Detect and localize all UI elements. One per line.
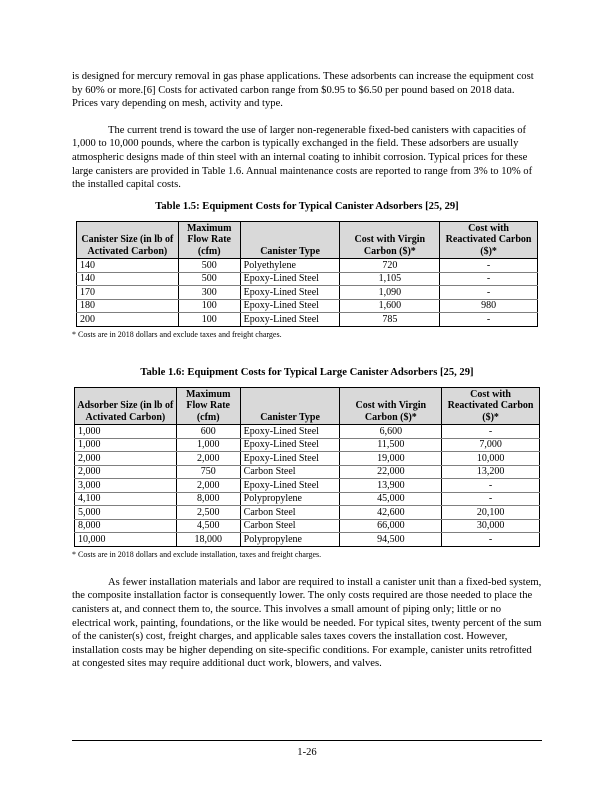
table-cell: 785 xyxy=(340,313,440,327)
table-cell: Epoxy-Lined Steel xyxy=(240,452,340,466)
table-cell: 2,000 xyxy=(176,479,240,493)
table-row xyxy=(77,272,538,286)
table-cell: 200 xyxy=(77,313,179,327)
table-cell: - xyxy=(440,272,538,286)
table-cell: 1,600 xyxy=(340,299,440,313)
table-cell: 94,500 xyxy=(340,533,442,547)
table-1-5-caption: Table 1.5: Equipment Costs for Typical Canister Adsorbers [25, 29] xyxy=(155,200,459,212)
table-cell: Epoxy-Lined Steel xyxy=(240,425,340,439)
column-header: Maximum Flow Rate (cfm) xyxy=(176,387,240,425)
column-header: Cost with Virgin Carbon ($)* xyxy=(340,387,442,425)
table-cell: 1,105 xyxy=(340,272,440,286)
table-cell: 600 xyxy=(176,425,240,439)
table-cell: 30,000 xyxy=(442,519,540,533)
table-cell: 4,100 xyxy=(75,492,177,506)
table-cell: - xyxy=(440,259,538,273)
table-cell: 6,600 xyxy=(340,425,442,439)
table-row xyxy=(75,425,540,439)
table-cell: 13,200 xyxy=(442,465,540,479)
table-cell: 2,000 xyxy=(176,452,240,466)
paragraph-canister-trend: The current trend is toward the use of larger non-regenerable fixed-bed canisters with capacities of 1,000 to 10,000 pounds, where the carbon is typically exchanged in the field. These adsorbers are usually atmospheric designs made of thin steel with an internal coating to inhibit corrosion. Typical prices for these large canisters are provided in Table 1.6. Annual maintenance costs are reported to range from 3% to 10% of the installed capital costs. xyxy=(72,124,533,191)
table-cell: 10,000 xyxy=(442,452,540,466)
table-row xyxy=(77,286,538,300)
page-number: 1-26 xyxy=(297,747,317,758)
table-row xyxy=(75,506,540,520)
table-cell: - xyxy=(440,286,538,300)
table-1-5 xyxy=(76,221,538,327)
table-cell: - xyxy=(440,313,538,327)
table-cell: 2,000 xyxy=(75,452,177,466)
table-cell: 20,100 xyxy=(442,506,540,520)
table-row xyxy=(75,452,540,466)
table-cell: 5,000 xyxy=(75,506,177,520)
table-cell: - xyxy=(442,425,540,439)
table-1-6-note: * Costs are in 2018 dollars and exclude installation, taxes and freight charges. xyxy=(72,549,322,559)
table-cell: 500 xyxy=(178,272,240,286)
table-row xyxy=(75,479,540,493)
table-cell: 1,000 xyxy=(75,425,177,439)
table-cell: 7,000 xyxy=(442,438,540,452)
column-header: Canister Size (in lb of Activated Carbon) xyxy=(77,221,179,259)
table-cell: Polypropylene xyxy=(240,492,340,506)
table-row xyxy=(75,438,540,452)
table-cell: 45,000 xyxy=(340,492,442,506)
column-header: Canister Type xyxy=(240,221,340,259)
table-cell: Carbon Steel xyxy=(240,519,340,533)
table-cell: 100 xyxy=(178,299,240,313)
table-cell: 1,090 xyxy=(340,286,440,300)
table-cell: 22,000 xyxy=(340,465,442,479)
table-cell: 140 xyxy=(77,272,179,286)
table-cell: 140 xyxy=(77,259,179,273)
table-cell: 300 xyxy=(178,286,240,300)
table-cell: 2,500 xyxy=(176,506,240,520)
paragraph-installation: As fewer installation materials and labor are required to install a canister unit than a fixed-bed system, the composite installation factor is consequently lower. The only costs required are those needed to place the canisters at, and connect them to, the source. This involves a small amount of piping only; little or no electrical work, painting, foundations, or the like would be needed. For typical sites, twenty percent of the sum of the canister(s) cost, freight charges, and applicable sales taxes covers the installation cost. However, installation costs may be higher depending on site-specific conditions. For example, canister units retrofitted at congested sites may require additional duct work, blowers, and valves. xyxy=(72,576,542,670)
table-cell: Epoxy-Lined Steel xyxy=(240,479,340,493)
table-1-5-note: * Costs are in 2018 dollars and exclude taxes and freight charges. xyxy=(72,329,282,339)
table-row xyxy=(75,519,540,533)
table-cell: 10,000 xyxy=(75,533,177,547)
table-1-6 xyxy=(74,387,540,547)
table-cell: 8,000 xyxy=(75,519,177,533)
table-cell: 42,600 xyxy=(340,506,442,520)
column-header: Cost with Virgin Carbon ($)* xyxy=(340,221,440,259)
table-row xyxy=(77,259,538,273)
table-cell: 18,000 xyxy=(176,533,240,547)
table-cell: 66,000 xyxy=(340,519,442,533)
table-row xyxy=(75,533,540,547)
table-cell: Epoxy-Lined Steel xyxy=(240,299,340,313)
table-row xyxy=(75,492,540,506)
table-row xyxy=(77,299,538,313)
table-cell: 980 xyxy=(440,299,538,313)
table-cell: - xyxy=(442,492,540,506)
table-cell: Carbon Steel xyxy=(240,465,340,479)
column-header: Adsorber Size (in lb of Activated Carbon) xyxy=(75,387,177,425)
table-cell: 19,000 xyxy=(340,452,442,466)
table-row xyxy=(77,313,538,327)
table-cell: 1,000 xyxy=(176,438,240,452)
table-cell: Epoxy-Lined Steel xyxy=(240,286,340,300)
table-cell: 2,000 xyxy=(75,465,177,479)
table-cell: 720 xyxy=(340,259,440,273)
table-cell: - xyxy=(442,479,540,493)
column-header: Canister Type xyxy=(240,387,340,425)
table-cell: Carbon Steel xyxy=(240,506,340,520)
table-cell: - xyxy=(442,533,540,547)
table-cell: Epoxy-Lined Steel xyxy=(240,272,340,286)
column-header: Maximum Flow Rate (cfm) xyxy=(178,221,240,259)
column-header: Cost with Reactivated Carbon ($)* xyxy=(442,387,540,425)
table-cell: 4,500 xyxy=(176,519,240,533)
column-header: Cost with Reactivated Carbon ($)* xyxy=(440,221,538,259)
table-cell: 100 xyxy=(178,313,240,327)
table-cell: 180 xyxy=(77,299,179,313)
table-cell: 750 xyxy=(176,465,240,479)
table-cell: 1,000 xyxy=(75,438,177,452)
table-cell: Polyethylene xyxy=(240,259,340,273)
document-page xyxy=(72,70,542,671)
table-row xyxy=(75,465,540,479)
page-footer xyxy=(72,740,542,758)
table-cell: Epoxy-Lined Steel xyxy=(240,438,340,452)
table-cell: 170 xyxy=(77,286,179,300)
table-1-6-caption: Table 1.6: Equipment Costs for Typical Large Canister Adsorbers [25, 29] xyxy=(140,366,474,378)
table-cell: 13,900 xyxy=(340,479,442,493)
table-cell: 8,000 xyxy=(176,492,240,506)
paragraph-intro: is designed for mercury removal in gas phase applications. These adsorbents can increase the equipment cost by 60% or more.[6] Costs for activated carbon range from $0.95 to $6.50 per pound based on 2018 data. Prices vary depending on mesh, activity and type. xyxy=(72,71,534,110)
table-cell: Epoxy-Lined Steel xyxy=(240,313,340,327)
table-cell: 3,000 xyxy=(75,479,177,493)
table-cell: 500 xyxy=(178,259,240,273)
table-cell: 11,500 xyxy=(340,438,442,452)
table-cell: Polypropylene xyxy=(240,533,340,547)
